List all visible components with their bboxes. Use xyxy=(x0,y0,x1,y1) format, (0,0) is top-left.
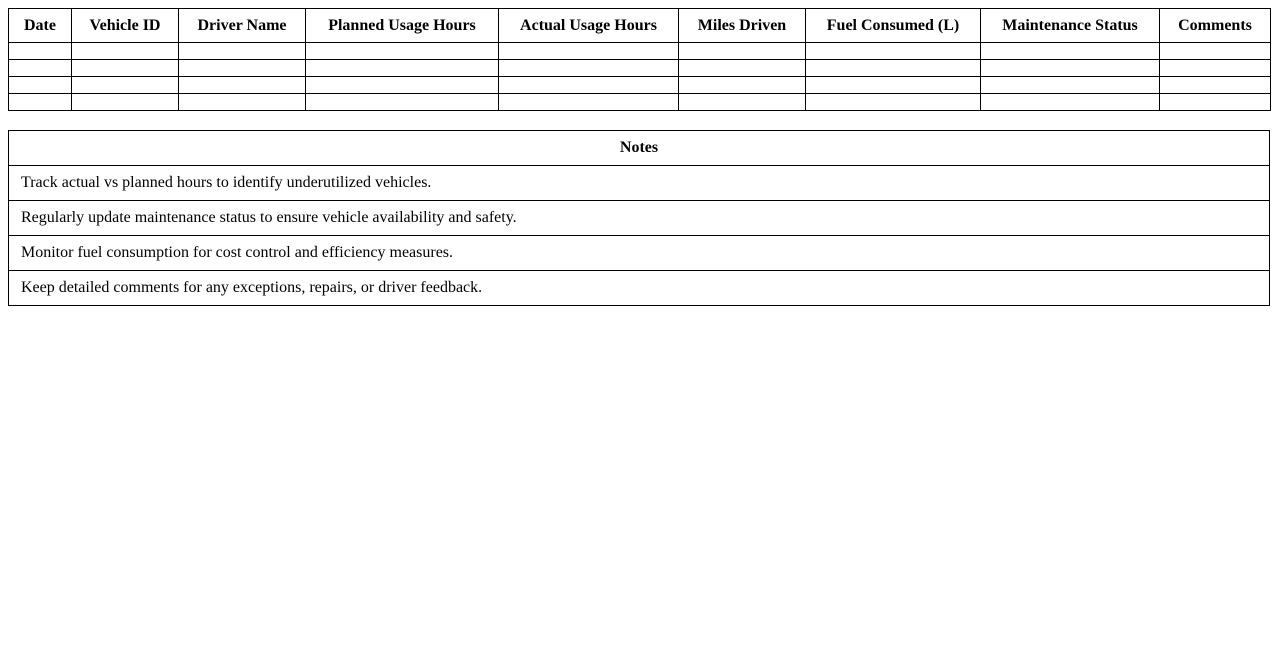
table-cell-maintenance-status[interactable] xyxy=(981,43,1160,60)
table-cell-miles-driven[interactable] xyxy=(679,94,806,111)
table-cell-planned-usage-hours[interactable] xyxy=(306,43,499,60)
page xyxy=(0,0,1278,306)
list-item xyxy=(9,201,1270,236)
table-cell-driver-name[interactable] xyxy=(179,94,306,111)
column-header-vehicle-id: Vehicle ID xyxy=(72,9,179,43)
table-cell-actual-usage-hours[interactable] xyxy=(499,43,679,60)
vehicle-usage-table xyxy=(8,8,1271,111)
notes-table xyxy=(8,130,1270,306)
table-cell-date[interactable] xyxy=(9,43,72,60)
table-cell-vehicle-id[interactable] xyxy=(72,43,179,60)
table-cell-fuel-consumed[interactable] xyxy=(806,77,981,94)
column-header-comments: Comments xyxy=(1160,9,1271,43)
column-header-fuel-consumed: Fuel Consumed (L) xyxy=(806,9,981,43)
list-item xyxy=(9,236,1270,271)
table-cell-date[interactable] xyxy=(9,94,72,111)
table-row xyxy=(9,94,1271,111)
note-text: Track actual vs planned hours to identify underutilized vehicles. xyxy=(9,166,1270,201)
table-cell-date[interactable] xyxy=(9,77,72,94)
table-cell-actual-usage-hours[interactable] xyxy=(499,94,679,111)
table-header-row xyxy=(9,9,1271,43)
table-cell-fuel-consumed[interactable] xyxy=(806,60,981,77)
table-cell-miles-driven[interactable] xyxy=(679,60,806,77)
table-cell-driver-name[interactable] xyxy=(179,43,306,60)
table-row xyxy=(9,43,1271,60)
list-item xyxy=(9,166,1270,201)
column-header-date: Date xyxy=(9,9,72,43)
column-header-maintenance-status: Maintenance Status xyxy=(981,9,1160,43)
table-cell-miles-driven[interactable] xyxy=(679,43,806,60)
notes-heading: Notes xyxy=(9,131,1270,166)
table-cell-vehicle-id[interactable] xyxy=(72,94,179,111)
note-text: Monitor fuel consumption for cost control and efficiency measures. xyxy=(9,236,1270,271)
table-cell-maintenance-status[interactable] xyxy=(981,94,1160,111)
table-cell-driver-name[interactable] xyxy=(179,60,306,77)
table-cell-comments[interactable] xyxy=(1160,43,1271,60)
table-cell-planned-usage-hours[interactable] xyxy=(306,60,499,77)
table-row xyxy=(9,77,1271,94)
column-header-miles-driven: Miles Driven xyxy=(679,9,806,43)
table-cell-planned-usage-hours[interactable] xyxy=(306,94,499,111)
table-cell-vehicle-id[interactable] xyxy=(72,60,179,77)
table-cell-date[interactable] xyxy=(9,60,72,77)
table-cell-driver-name[interactable] xyxy=(179,77,306,94)
note-text: Keep detailed comments for any exceptions, repairs, or driver feedback. xyxy=(9,271,1270,306)
table-cell-maintenance-status[interactable] xyxy=(981,60,1160,77)
table-cell-planned-usage-hours[interactable] xyxy=(306,77,499,94)
table-cell-actual-usage-hours[interactable] xyxy=(499,77,679,94)
column-header-driver-name: Driver Name xyxy=(179,9,306,43)
column-header-planned-usage-hours: Planned Usage Hours xyxy=(306,9,499,43)
notes-header-row xyxy=(9,131,1270,166)
note-text: Regularly update maintenance status to ensure vehicle availability and safety. xyxy=(9,201,1270,236)
table-cell-actual-usage-hours[interactable] xyxy=(499,60,679,77)
table-cell-comments[interactable] xyxy=(1160,60,1271,77)
table-row xyxy=(9,60,1271,77)
table-cell-maintenance-status[interactable] xyxy=(981,77,1160,94)
list-item xyxy=(9,271,1270,306)
table-cell-fuel-consumed[interactable] xyxy=(806,43,981,60)
table-cell-miles-driven[interactable] xyxy=(679,77,806,94)
table-cell-comments[interactable] xyxy=(1160,94,1271,111)
table-cell-fuel-consumed[interactable] xyxy=(806,94,981,111)
table-cell-vehicle-id[interactable] xyxy=(72,77,179,94)
column-header-actual-usage-hours: Actual Usage Hours xyxy=(499,9,679,43)
table-cell-comments[interactable] xyxy=(1160,77,1271,94)
